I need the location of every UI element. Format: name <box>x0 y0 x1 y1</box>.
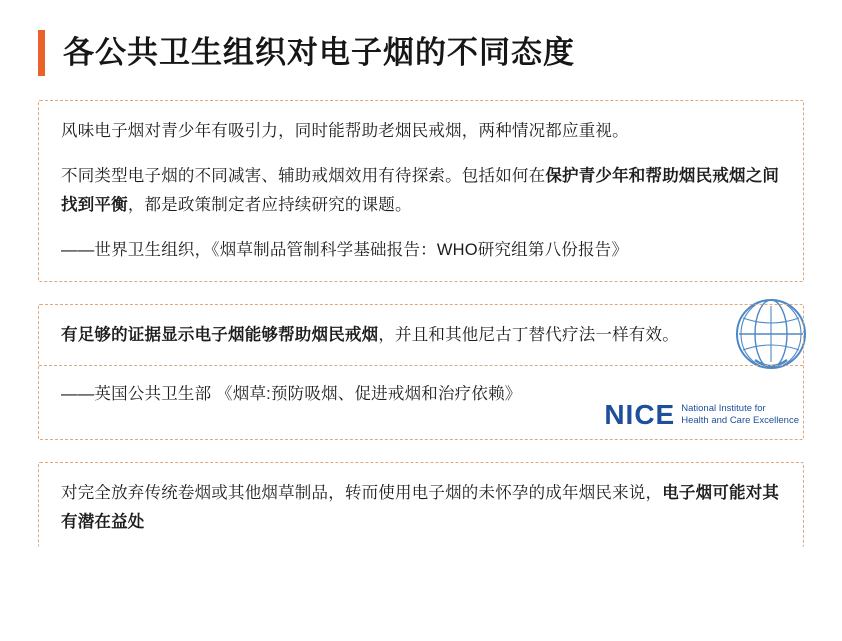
quote-text-segment-bold: 有足够的证据显示电子烟能够帮助烟民戒烟 <box>61 325 379 344</box>
quote-text-segment: ，并且和其他尼古丁替代疗法一样有效。 <box>378 325 679 344</box>
nice-logo <box>604 399 799 431</box>
quote-text-segment: 不同类型电子烟的不同减害、辅助戒烟效用有待探索。包括如何在 <box>61 166 546 185</box>
nice-logo-line2: Health and Care Excellence <box>681 415 799 427</box>
quote-line <box>61 117 781 146</box>
quote-text-segment-bold: 保护青少年和帮助烟民戒烟之间找到平衡 <box>61 166 780 214</box>
quote-card-list <box>38 100 804 547</box>
quote-text-segment: 风味电子烟对青少年有吸引力，同时能帮助老烟民戒烟，两种情况都应重视。 <box>61 122 629 140</box>
quote-line <box>61 321 781 350</box>
title-accent-bar <box>38 30 45 76</box>
nice-logo-line1: National Institute for <box>681 403 766 415</box>
card-divider <box>39 365 803 366</box>
quote-source: ——英国公共卫生部 《烟草:预防吸烟、促进戒烟和治疗依赖》 <box>61 385 522 404</box>
quote-card-third <box>38 462 804 547</box>
nice-logo-subtitle <box>681 403 799 427</box>
quote-source: ——世界卫生组织，《烟草制品管制科学基础报告：WHO研究组第八份报告》 <box>61 240 629 259</box>
quote-text-segment: 对完全放弃传统卷烟或其他烟草制品，转而使用电子烟的未怀孕的成年烟民来说， <box>61 484 663 503</box>
quote-text-segment-bold: 电子烟可能对其有潜在益处 <box>61 484 780 532</box>
quote-line <box>61 162 781 220</box>
quote-card-phe <box>38 304 804 441</box>
page-title-text: 各公共卫生组织对电子烟的不同态度 <box>63 35 575 71</box>
quote-text-segment: ，都是政策制定者应持续研究的课题。 <box>127 195 412 214</box>
quote-card-who <box>38 100 804 282</box>
quote-line <box>61 479 781 537</box>
page-title <box>38 30 842 76</box>
nice-logo-word: NICE <box>604 399 676 431</box>
